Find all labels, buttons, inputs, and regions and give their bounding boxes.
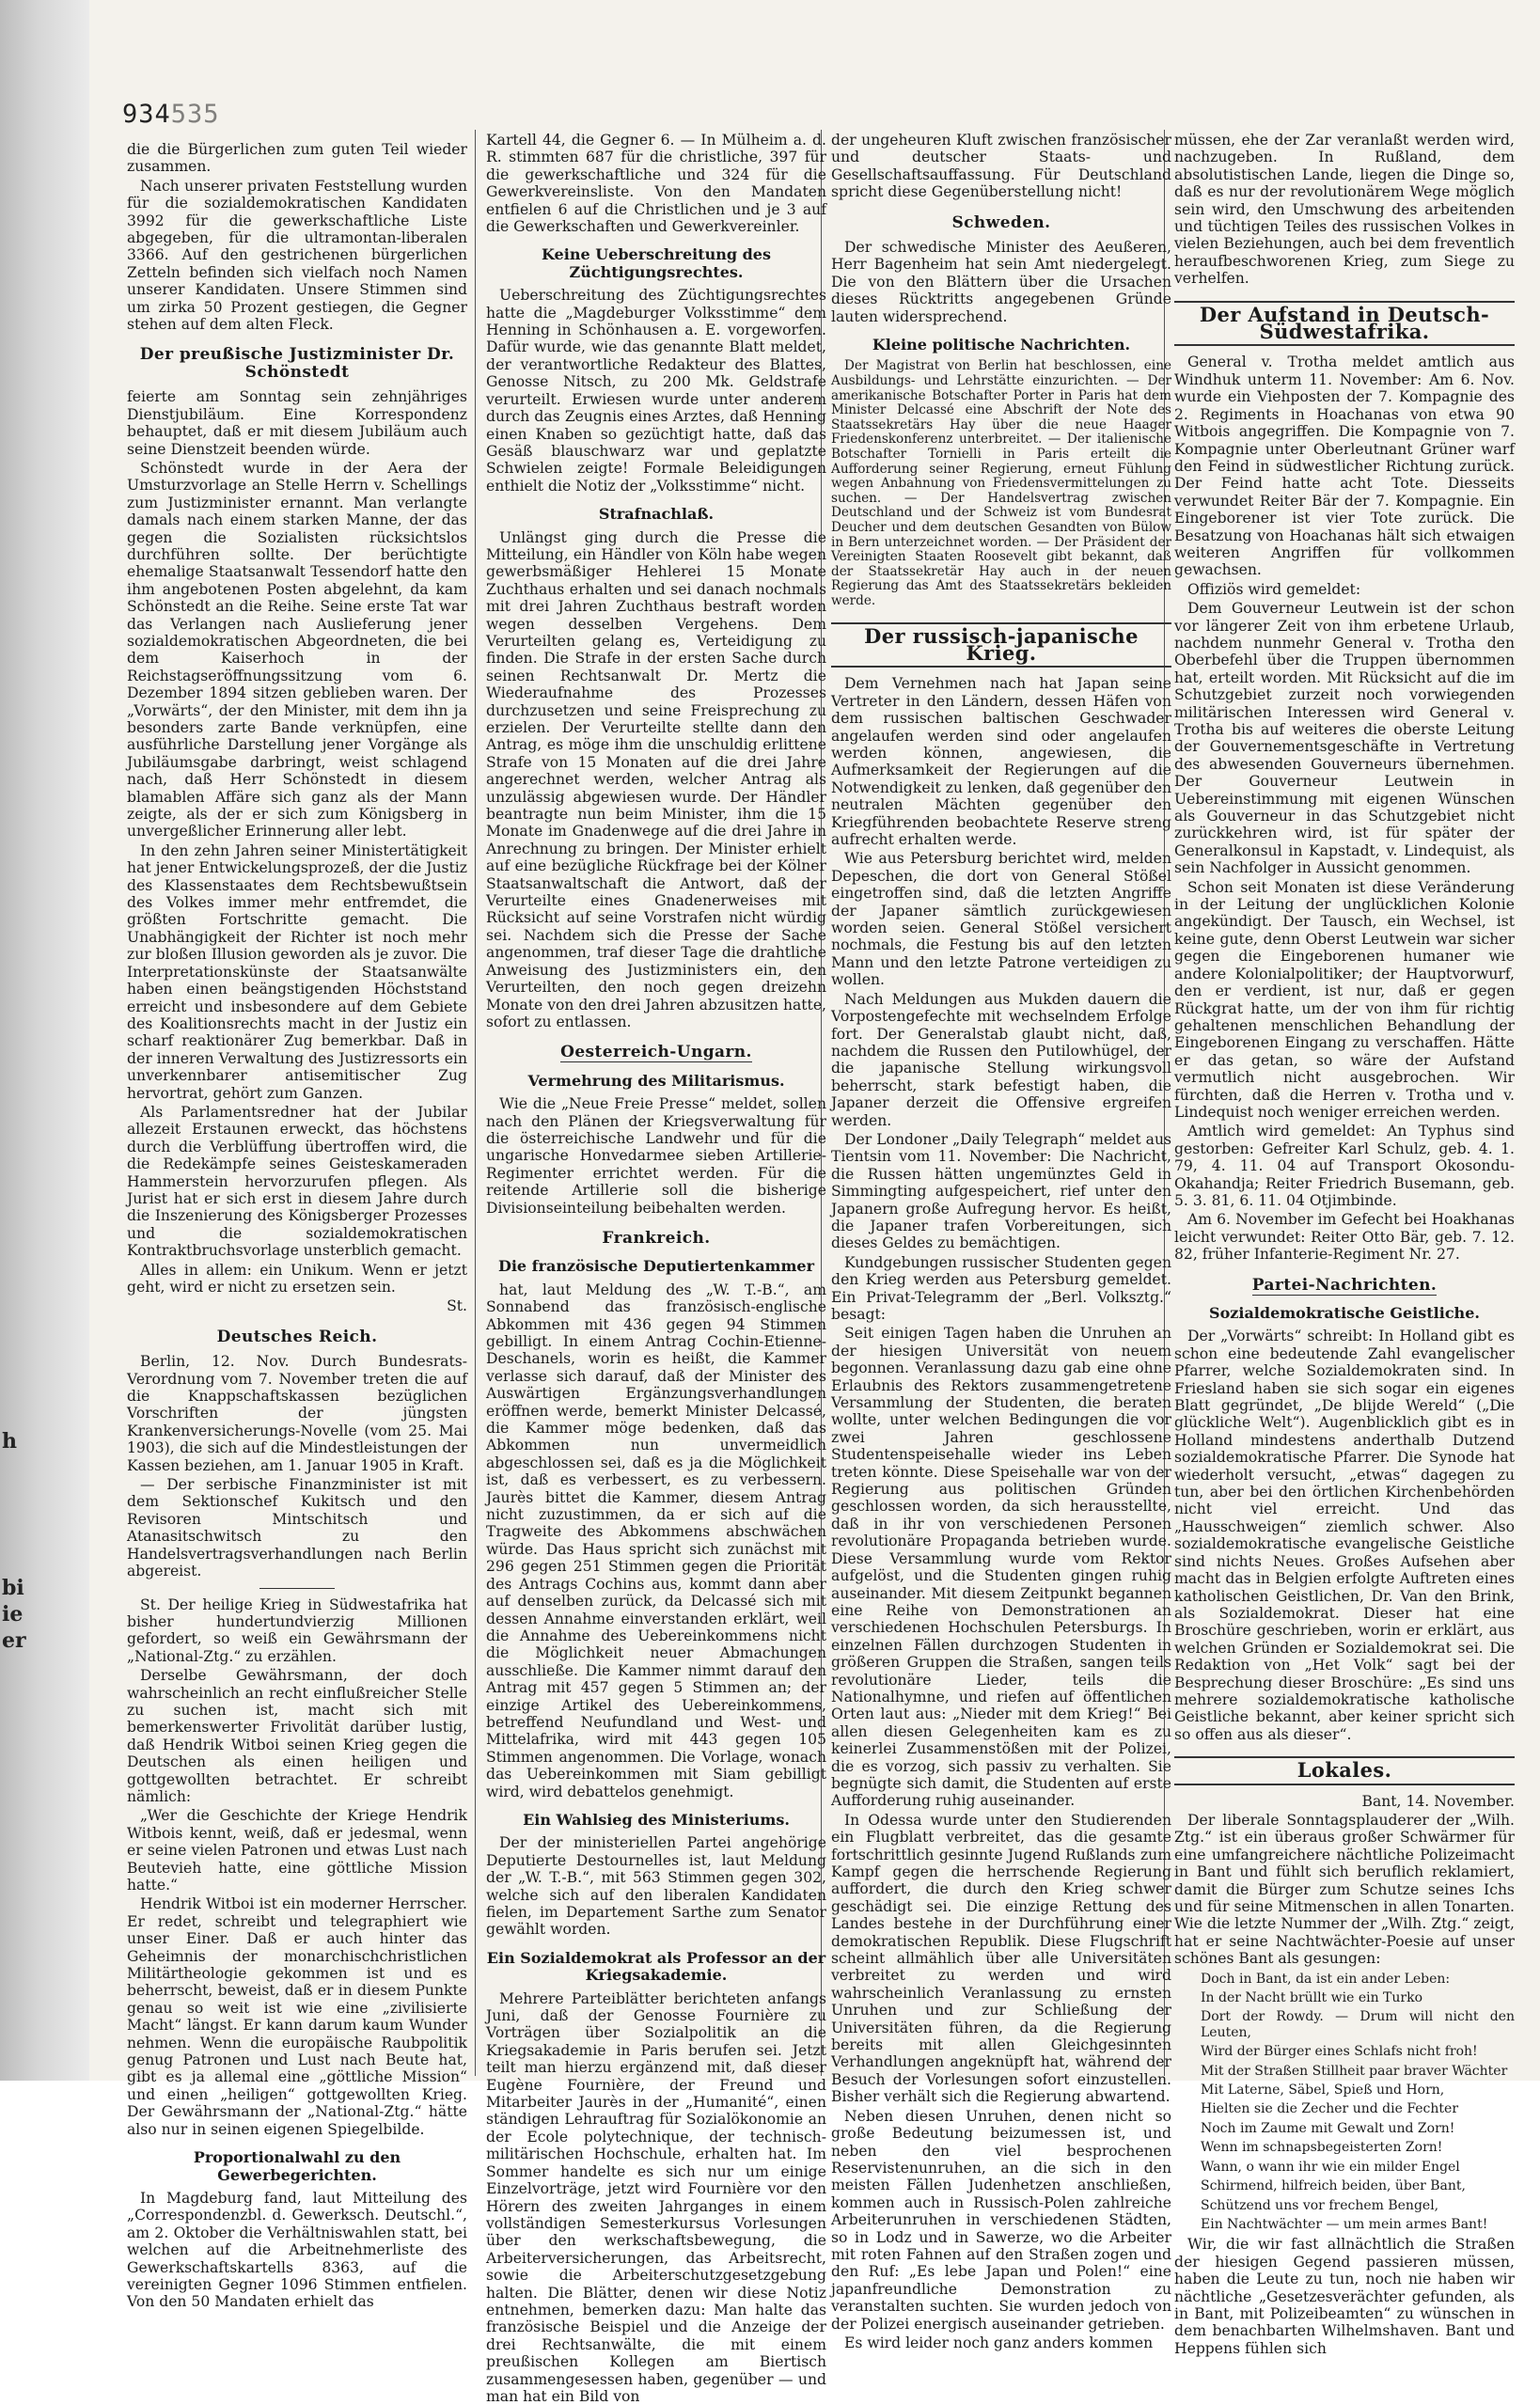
article-heading: Strafnachlaß.: [598, 505, 715, 524]
paragraph: Hendrik Witboi ist ein moderner Herrscher. Er redet, schreibt und telegraphiert wie unser Einer. Daß er auch hinter das Geheimnis der monarchischchristlichen Militärtheologie gekommen ist und es beherrscht, beweist, daß er in diesem Punkte genau so weit ist wie eine „zivilisierte Macht“ längst. Er kann darum kaum Wunder nehmen. Wenn die europäische Raubpolitik genug Patronen und Lust nach Beute hat, gibt es ja allemal eine „göttliche Mission“ und einen „heiligen“ gottgewollten Krieg. Der Gewährsmann der „National-Ztg.“ hätte also nur in seinen eigenen Spiegelbilde.: [127, 1895, 467, 2138]
article-heading: Ein Sozialdemokrat als Professor an der Kriegsakademie.: [486, 1948, 826, 1985]
paragraph: Kartell 44, die Gegner 6. — In Mülheim a. d. R. stimmten 687 für die christliche, 397 für die gewerkschaftliche und 324 für die Gewerkvereinsliste. Von den Mandaten entfielen 6 auf die Christlichen und je 3 auf die Gewerkschaften und Gewerkvereinler.: [486, 132, 826, 236]
section-heading: Lokales.: [1174, 1756, 1515, 1784]
paragraph: die die Bürgerlichen zum guten Teil wieder zusammen.: [127, 141, 467, 176]
column-1: [127, 141, 467, 2311]
section-heading: Deutsches Reich.: [216, 1327, 378, 1346]
paragraph: Nach unserer privaten Feststellung wurden für die sozialdemokratischen Kandidaten 3992 für die gewerkschaftliche Liste abgegeben, für die ultramontan-liberalen 3366. Auf den gestrichenen bürgerlichen Zetteln befinden sich vielfach noch Namen unserer Kandidaten. Unsere Stimmen sind um zirka 50 Prozent gestiegen, die Gegner stehen auf dem alten Fleck.: [127, 177, 467, 334]
quotation: „Wer die Geschichte der Kriege Hendrik Witbois kennt, weiß, daß er jedesmal, wenn er seine vielen Patronen und etwas Lust nach Beutevieh hatte, eine göttliche Mission hatte.“: [127, 1807, 467, 1894]
paragraph: General v. Trotha meldet amtlich aus Windhuk unterm 11. November: Am 6. Nov. wurde ein Viehposten der 7. Kompagnie des 2. Regiments in Hoachanas von etwa 90 Witbois angegriffen. Die Kompagnie von 7. Kompagnie unter Oberleutnant Grüner warf den Feind in südwestlicher Richtung zurück. Der Feind hatte acht Tote. Diesseits verwundet Reiter Bär der 7. Kompagnie. Ein Eingeborener ist vier Tote zurück. Die Besatzung von Hoachanas hält sich etwaigen weiteren Angriffen für vollkommen gewachsen.: [1174, 354, 1515, 579]
edge-fragment: er: [2, 1628, 26, 1653]
paragraph: Wir, die wir fast allnächtlich die Straßen der hiesigen Gegend passieren müssen, haben die Leute zu tun, noch nie haben wir nächtliche „Gesetzesverächter gefunden, als in Bant, mit Polizeibeamten“ zu wünschen in dem benachbarten Wilhelmshaven. Bant und Heppens fühlen sich: [1174, 2236, 1515, 2357]
column-rule: [475, 130, 476, 2076]
paragraph: Schon seit Monaten ist diese Veränderung in der Leitung der unglücklichen Kolonie angekündigt. Der Tausch, ein Wechsel, ist keine gute, denn Oberst Leutwein war sicher gegen die Eingeborenen humaner wie andere Kolonialpolitiker; der Hauptvorwurf, den er verdient, ist nur, daß er gegen Rückgrat hatte, um der von ihm für richtig gehaltenen menschlichen Behandlung der Eingeborenen Eingang zu verschaffen. Hätte er das getan, so wäre der Aufstand vermutlich nicht ausgebrochen. Wir fürchten, daß die Herren v. Trotha und v. Lindequist noch weniger erreichen werden.: [1174, 878, 1515, 1121]
section-heading-text: Oesterreich-Ungarn.: [560, 1043, 752, 1062]
page-number-value: 934: [122, 100, 171, 129]
edge-fragment: ie: [2, 1602, 24, 1627]
poem-line: Doch in Bant, da ist ein ander Leben:: [1201, 1971, 1451, 1987]
paragraph: Schönstedt wurde in der Aera der Umsturzvorlage an Stelle Herrn v. Schellings zum Justizminister ernannt. Man verlangte damals nach einem starken Manne, der das gegen die Sozialisten rücksichtslos durchführen sollte. Der berüchtigte ehemalige Staatsanwalt Tessendorf hatte den ihm angebotenen Posten abgelehnt, da kam Schönstedt an die Reihe. Seine erste Tat war das Verlangen nach Auslieferung jener sozialdemokratischen Abgeordneten, die bei dem Kaiserhoch in der Reichstagseröffnungssitzung vom 6. Dezember 1894 sitzen geblieben waren. Der „Vorwärts“, der den Minister, mit dem ihn ja besonders zarte Bande verknüpfen, eine ausführliche Darstellung jener Vorgänge als Jubiläumsgabe darbringt, weist schlagend nach, daß Herr Schönstedt in diesem blamablen Affäre sich ganz als der Mann zeigte, als der er sich zum Königsberg in unvergeßlicher Erinnerung aller lebt.: [127, 459, 467, 841]
column-4: [1174, 132, 1515, 2357]
poem: [1174, 1972, 1515, 2233]
paragraph: Berlin, 12. Nov. Durch Bundesrats-Verordnung vom 7. November treten die auf die Knappschaftskassen bezüglichen Vorschriften der jüngsten Krankenversicherungs-Novelle (vom 25. Mai 1903), die sich auf die Mindestleistungen der Kassen beziehen, am 1. Januar 1905 in Kraft.: [127, 1353, 467, 1474]
paragraph: Dem Gouverneur Leutwein ist der schon vor längerer Zeit von ihm erbetene Urlaub, nachdem nunmehr General v. Trotha den Oberbefehl über die Truppen übernommen hat, erteilt worden. Mit Rücksicht auf die im Schutzgebiet zurzeit noch vorwiegenden militärischen Interessen wird General v. Trotha bis auf weiteres die oberste Leitung der Gouvernementsgeschäfte in Vertretung des abwesenden Gouverneurs übernehmen. Der Gouverneur Leutwein in Uebereinstimmung mit eigenen Wünschen als Gouverneur in das Schutzgebiet nicht zurückkehren wird, ist für später der Generalkonsul in Kapstadt, v. Lindequist, als sein Nachfolger in Aussicht genommen.: [1174, 600, 1515, 877]
edge-fragment: bi: [2, 1576, 24, 1600]
paragraph: Kundgebungen russischer Studenten gegen den Krieg werden aus Petersburg gemeldet. Ein Privat-Telegramm der „Berl. Volksztg.“ besagt:: [831, 1253, 1171, 1323]
paragraph: In Magdeburg fand, laut Mitteilung des „Correspondenzbl. d. Gewerksch. Deutschl.“, am 2. Oktober die Verhältniswahlen statt, bei welchen auf die Arbeitnehmerliste des Gewerkschaftskartells 8363, auf die vereinigten Gegner 1096 Stimmen entfielen. Von den 50 Mandaten erhielt das: [127, 2189, 467, 2311]
section-heading: Der Aufstand in Deutsch-Südwestafrika.: [1174, 301, 1515, 347]
paragraph: Der liberale Sonntagsplauderer der „Wilh. Ztg.“ ist ein überaus großer Schwärmer für eine umfangreichere nächtliche Polizeimacht in Bant und fühlt sich beruflich reklamiert, damit die Bürger zum Schutze seines Ichs und für seine Mitmenschen in allen Tonarten. Wie die letzte Nummer der „Wilh. Ztg.“ zeigt, hat er seine Nachtwächter-Poesie auf unser schönes Bant als gesungen:: [1174, 1811, 1515, 1968]
section-heading-text: Partei-Nachrichten.: [1251, 1275, 1438, 1295]
edge-fragment: h: [2, 1429, 17, 1454]
poem-line: Mit Laterne, Säbel, Spieß und Horn,: [1201, 2083, 1445, 2098]
article-heading: Keine Ueberschreitung des Züchtigungsrechtes.: [542, 245, 771, 281]
scan-gutter: [0, 0, 89, 2081]
section-heading: [486, 1044, 826, 1061]
page-number: [122, 100, 220, 129]
paragraph: Der „Vorwärts“ schreibt: In Holland gibt es schon eine bedeutende Zahl evangelischer Pfarrer, welche Sozialdemokraten sind. In Friesland haben sie sich sogar ein eigenes Blatt gegründet, „De blijde Wereld“ („Die glückliche Welt“). Augenblicklich gibt es in Holland mindestens anderthalb Dutzend sozialdemokratische Pfarrer. Die Synode hat wiederholt versucht, „etwas“ dagegen zu tun, aber bei den örtlichen Kirchenbehörden nicht viel erreicht. Und das „Hausschweigen“ ziemlich schwer. Also sozialdemokratische evangelische Geistliche sind nichts Neues. Großes Aufsehen aber macht das in Belgien erfolgte Auftreten eines katholischen Geistlichen, Dr. Van den Brink, als Sozialdemokrat. Dieser hat eine Broschüre geschrieben, worin er erklärt, aus welchen Gründen er Sozialdemokrat sei. Die Redaktion von „Het Volk“ sagt bei der Besprechung dieser Broschüre: „Es sind uns mehrere sozialdemokratische katholische Geistliche bekannt, aber keiner spricht sich so offen aus als dieser“.: [1174, 1328, 1515, 1743]
paragraph: hat, laut Meldung des „W. T.-B.“, am Sonnabend das französisch-englische Abkommen mit 436 gegen 94 Stimmen gebilligt. In einem Antrag Cochin-Etienne-Deschanels, worin es heißt, die Kammer verlasse sich darauf, daß der Minister des Auswärtigen Ergänzungsverhandlungen eröffnen werde, bemerkt Minister Delcassé, die Kammer möge bedenken, daß das Abkommen nun unvermeidlich abgeschlossen sei, daß es ja die Möglichkeit ist, daß es verbessert, es zu verbessern. Jaurès bittet die Kammer, diesem Antrag nicht zuzustimmen, da er sich auf die Tragweite des Abkommens abschwächen würde. Das Haus spricht sich zunächst mit 296 gegen 251 Stimmen gegen die Priorität des Antrags Cochins aus, kommt dann aber auf denselben zurück, da Delcassé sich mit dessen Annahme einverstanden erklärt, weil die Annahme des Uebereinkommens nicht die Möglichkeit neuer Abmachungen ausschließe. Die Kammer nimmt darauf den Antrag mit 457 gegen 5 Stimmen an; der einzige Artikel des Uebereinkommens, betreffend Neufundland und West- und Mittelafrika, wird mit 443 gegen 105 Stimmen angenommen. Die Vorlage, wonach das Uebereinkommen mit Siam gebilligt wird, wird debattelos genehmigt.: [486, 1281, 826, 1800]
poem-line: Ein Nachtwächter — um mein armes Bant!: [1201, 2216, 1488, 2232]
poem-line: In der Nacht brüllt wie ein Turko: [1201, 1990, 1423, 2006]
poem-line: Mit der Straßen Stillheit paar braver Wächter: [1201, 2063, 1508, 2079]
article-heading: Ein Wahlsieg des Ministeriums.: [523, 1810, 790, 1829]
paragraph: Der der ministeriellen Partei angehörige Deputierte Destournelles ist, laut Meldung der „W. T.-B.“, mit 563 Stimmen gegen 302, welche sich auf den liberalen Kandidaten fielen, im Departement Sarthe zum Senator gewählt worden.: [486, 1834, 826, 1939]
paragraph: Ueberschreitung des Züchtigungsrechtes hatte die „Magdeburger Volksstimme“ dem Henning in Schönhausen a. E. vorgeworfen. Dafür wurde, wie das genannte Blatt meldet, der verantwortliche Redakteur des Blattes, Genosse Nitsch, zu 200 Mk. Geldstrafe verurteilt. Erwiesen wurde unter anderem durch das Zeugnis eines Arztes, daß Henning einen Knaben so gezüchtigt hatte, daß das Gesäß blauschwarz war und geplatzte Schwielen zeigte! Formale Beleidigungen enthielt die Notiz der „Volksstimme“ nicht.: [486, 287, 826, 495]
paragraph: Seit einigen Tagen haben die Unruhen an der hiesigen Universität von neuem begonnen. Veranlassung dazu gab eine ohne Erlaubnis des Rektors zusammengetretene Versammlung der Studenten, die beraten wollte, unter welchen Bedingungen die vor zwei Jahren geschlossene Studentenspeisehalle wieder ins Leben treten könnte. Diese Speisehalle war von der Regierung aus politischen Gründen geschlossen worden, da sich herausstellte, daß in ihr von verschiedenen Personen revolutionäre Propaganda betrieben wurde. Diese Versammlung wurde vom Rektor aufgelöst, und die Studenten gingen ruhig auseinander. Mit diesem Zeitpunkt begannen eine Reihe von Demonstrationen an verschiedenen Hochschulen Petersburgs. In einzelnen Fällen durchzogen Studenten in größeren Gruppen die Straßen, sangen teils revolutionäre Lieder, teils die Nationalhymne, und riefen auf öffentlichen Orten laut aus: „Nieder mit dem Krieg!“ Bei allen diesen Gelegenheiten kam es zu keinerlei Zusammenstößen mit der Polizei, die es vorzog, sich passiv zu verhalten. Sie begnügte sich damit, die Studenten auf erste Aufforderung ruhig auseinander.: [831, 1325, 1171, 1810]
section-heading: [1174, 1277, 1515, 1294]
separator: [259, 1588, 335, 1589]
column-2: [486, 132, 826, 2405]
paragraph: Amtlich wird gemeldet: An Typhus sind gestorben: Gefreiter Karl Schulz, geb. 4. 1. 79, 4. 11. 04 auf Transport Okosondu-Okahandja; Reiter Friedrich Busemann, geb. 5. 3. 81, 6. 11. 04 Otjimbinde.: [1174, 1123, 1515, 1209]
paragraph: der ungeheuren Kluft zwischen französischer und deutscher Staats- und Gesellschaftsauffassung. Für Deutschland spricht diese Gegenüberstellung nicht!: [831, 132, 1171, 201]
paragraph: Der Londoner „Daily Telegraph“ meldet aus Tientsin vom 11. November: Die Nachricht, die Russen hätten ungemünztes Geld in Simmingting aufgespeichert, rief unter den Japanern große Aufregung hervor. Es heißt, die Japaner trafen Vorbereitungen, sich dieses Geldes zu bemächtigen.: [831, 1130, 1171, 1252]
paragraph: Als Parlamentsredner hat der Jubilar allezeit Erstaunen erweckt, das höchstens durch die Verblüffung übertroffen wird, die die Redekämpfe seines Geisteskameraden Hammerstein hervorzurufen pflegen. Als Jurist hat er sich erst in diesem Jahre durch die Inszenierung des Königsberger Prozesses und die sozialdemokratischen Kontraktbruchsvorlage unsterblich gemacht.: [127, 1103, 467, 1260]
paragraph: In den zehn Jahren seiner Ministertätigkeit hat jener Entwickelungsprozeß, der die Justiz des Klassenstaates dem Rechtsbewußtsein des Volkes immer mehr entfremdet, die größten Fortschritte gemacht. Die Unabhängigkeit der Richter ist noch mehr zur bloßen Illusion geworden als je zuvor. Die Interpretationskünste der Staatsanwälte haben einen beängstigenden Höchststand erreicht und insbesondere auf dem Gebiete des Koalitionsrechts macht in der Justiz ein scharf reaktionärer Zug bemerkbar. Daß in der inneren Verwaltung des Justizressorts ein unverkennbarer antisemitischer Zug hervortrat, gehört zum Ganzen.: [127, 841, 467, 1102]
paragraph: Neben diesen Unruhen, denen nicht so große Bedeutung beizumessen ist, und neben den viel besprochenen Reservistenunruhen, an die sich in den meisten Fällen Judenhetzen anschließen, kommen auch in Russisch-Polen zahlreiche Arbeiterunruhen in verschiedenen Städten, so in Lodz und in Sawerze, wo die Arbeiter mit roten Fahnen auf den Straßen zogen und den Ruf: „Es lebe Japan und Polen!“ eine japanfreundliche Demonstration zu veranstalten suchten. Sie wurden jedoch von der Polizei energisch auseinander getrieben.: [831, 2107, 1171, 2333]
poem-line: Wenn im schnapsbegeisterten Zorn!: [1201, 2140, 1443, 2156]
section-heading: Schweden.: [951, 212, 1051, 232]
poem-line: Schirmend, hilfreich beiden, über Bant,: [1201, 2178, 1466, 2194]
paragraph: Der schwedische Minister des Aeußeren, Herr Bagenheim hat sein Amt niedergelegt. Die von den Blättern über die Ursachen dieses Rücktritts angegebenen Gründe lauten widersprechend.: [831, 239, 1171, 325]
poem-line: Schützend uns vor frechem Bengel,: [1201, 2197, 1439, 2213]
paragraph: Wie aus Petersburg berichtet wird, melden Depeschen, die dort von General Stößel eingetroffen sind, daß die letzten Angriffe der Japaner sämtlich zurückgewiesen worden seien. General Stößel versichert nochmals, die Festung bis auf den letzten Mann und den letzte Patrone verteidigen zu wollen.: [831, 850, 1171, 989]
section-heading: Der russisch-japanische Krieg.: [831, 622, 1171, 668]
poem-line: Dort der Rowdy. — Drum will nicht den Leuten,: [1201, 2009, 1515, 2040]
paragraph: Dem Vernehmen nach hat Japan seine Vertreter in den Ländern, dessen Häfen von dem russischen baltischen Geschwader angelaufen werden sind oder angelaufen werden können, angewiesen, die Aufmerksamkeit der Regierungen auf die Notwendigkeit zu lenken, daß gegenüber den neutralen Mächten gegenüber den Kriegführenden beobachtete Reserve streng aufrecht erhalten werde.: [831, 675, 1171, 849]
paragraph: — Der serbische Finanzminister ist mit dem Sektionschef Kukitsch und den Revisoren Mintschitsch und Atanasitschwitsch zu den Handelsvertragsverhandlungen nach Berlin abgereist.: [127, 1476, 467, 1580]
paragraph: St. Der heilige Krieg in Südwestafrika hat bisher hundertundvierzig Millionen gefordert, so weiß ein Gewährsmann der „National-Ztg.“ zu erzählen.: [127, 1595, 467, 1665]
article-heading: Der preußische Justizminister Dr. Schönstedt: [139, 345, 455, 382]
article-heading: Sozialdemokratische Geistliche.: [1209, 1304, 1480, 1322]
article-heading: Proportionalwahl zu den Gewerbegerichten.: [193, 2148, 401, 2184]
paragraph: feierte am Sonntag sein zehnjähriges Dienstjubiläum. Eine Korrespondenz behauptet, daß er mit diesem Jubiläum auch seine Dienstzeit beenden würde.: [127, 388, 467, 458]
paragraph: Am 6. November im Gefecht bei Hoakhanas leicht verwundet: Reiter Otto Bär, geb. 7. 12. 82, früher Infanterie-Regiment Nr. 27.: [1174, 1211, 1515, 1264]
article-heading: Kleine politische Nachrichten.: [872, 336, 1131, 354]
article-heading: Vermehrung des Militarismus.: [527, 1071, 785, 1090]
poem-line: Hielten sie die Zecher und die Fechter: [1201, 2101, 1459, 2117]
paragraph: Unlängst ging durch die Presse die Mitteilung, ein Händler von Köln habe wegen gewerbsmäßiger Hehlerei 15 Monate Zuchthaus erhalten und sei danach nochmals mit drei Jahren Zuchthaus bestraft worden wegen desselben Vergehens. Dem Verurteilten gelang es, Verteidigung zu finden. Die Strafe in der ersten Sache durch seinen Rechtsanwalt Dr. Mertz die Wiederaufnahme des Prozesses durchzusetzen und seine Freisprechung zu erzielen. Der Verurteilte stellte dann den Antrag, es möge ihm die unschuldig erlittene Strafe von 15 Monaten auf die drei Jahre angerechnet werden, welcher Antrag als unzulässig abgewiesen wurde. Der Händler beantragte nun beim Minister, ihm die 15 Monate im Gnadenwege auf die drei Jahre in Anrechnung zu bringen. Der Minister erhielt auf eine bezügliche Rückfrage bei der Kölner Staatsanwaltschaft die Antwort, daß der Verurteilte eines Gnadenerweises mit Rücksicht auf seine Vorstrafen nicht würdig sei. Nachdem sich die Presse der Sache angenommen, traf dieser Tage die drahtliche Anweisung des Justizministers ein, den Verurteilten, den noch gegen dreizehn Monate von den drei Jahren abzusitzen hatte, sofort zu entlassen.: [486, 528, 826, 1030]
paragraph: Wie die „Neue Freie Presse“ meldet, sollen nach den Plänen der Kriegsverwaltung für die österreichische Landwehr und für die ungarische Honvedarmee sieben Artillerie-Regimenter errichtet werden. Für die reitende Artillerie soll die bisherige Divisionseinteilung beibehalten werden.: [486, 1095, 826, 1217]
dateline: Bant, 14. November.: [1361, 1792, 1515, 1810]
paragraph: In Odessa wurde unter den Studierenden ein Flugblatt verbreitet, das die gesamte fortschrittlich gesinnte Jugend Rußlands zum Kampf gegen die herrschende Regierung auffordert, die durch den Krieg schwer geschädigt sei. Die einzige Rettung des Landes bestehe in der Durchführung einer demokratischen Republik. Diese Flugschrift scheint allmählich über alle Universitäten verbreitet zu werden und wird wahrscheinlich Veranlassung zu ernsten Unruhen und zur Schließung der Universitäten führen, da die Regierung bereits mit allen Gleichgesinnten Verhandlungen angeknüpft hat, während der Besuch der Vorlesungen sofort einzustellen. Bisher verhält sich die Regierung abwartend.: [831, 1811, 1171, 2106]
paragraph: Mehrere Parteiblätter berichteten anfangs Juni, daß der Genosse Fournière zu Vorträgen über Sozialpolitik an die Kriegsakademie in Paris berufen sei. Jetzt teilt man hierzu ergänzend mit, daß dieser Eugène Fournière, der Freund und Mitarbeiter Jaurès in der „Humanité“, einen ständigen Lehrauftrag für Sozialökonomie an der Ecole polytechnique, der technisch-militärischen Hochschule, erhalten hat. Im Sommer handelte es sich nur um einige Einzelvorträge, jetzt wird Fournière vor den Hörern des zweiten Jahrganges in einem vollständigen Semesterkursus Vorlesungen über den werkschaftsbewegung, die Arbeiterversicherungen, das Arbeitsrecht, sowie die Arbeiterschutzgesetzgebung halten. Die Blätter, denen wir diese Notiz entnehmen, bemerken dazu: Man halte das französische Beispiel und die Anzeige der drei Rechtsanwälte, die mit einem preußischen Kollegen am Biertisch zusammengesessen haben, gegenüber — und man hat ein Bild von: [486, 1989, 826, 2405]
column-3: [831, 132, 1171, 2351]
page-number-ghost: 535: [170, 100, 220, 129]
section-heading: Frankreich.: [602, 1228, 711, 1248]
poem-line: Noch im Zaume mit Gewalt und Zorn!: [1201, 2120, 1455, 2136]
paragraph: Nach Meldungen aus Mukden dauern die Vorpostengefechte mit wechselndem Erfolge fort. Der Generalstab glaubt nicht, daß, nachdem die Russen den Putilowhügel, der die japanische Stellung wirkungsvoll beherrscht, stark befestigt haben, die Japaner derzeit die Offensive ergreifen werden.: [831, 990, 1171, 1129]
paragraph: Es wird leider noch ganz anders kommen: [844, 2334, 1154, 2351]
paragraph: Derselbe Gewährsmann, der doch wahrscheinlich an recht einflußreicher Stelle zu suchen ist, macht sich mit bemerkenswerter Frivolität darüber lustig, daß Hendrik Witboi seinen Krieg gegen die Deutschen als einen heiligen und gottgewollten betrachtet. Er schreibt nämlich:: [127, 1667, 467, 1805]
paragraph: müssen, ehe der Zar veranlaßt werden wird, nachzugeben. In Rußland, dem absolutistischen Lande, liegen die Dinge so, daß es nur der revolutionärem Wege möglich sein wird, den Umschwung des arbeitenden und tüchtigen Teiles des russischen Volkes in vielen Beziehungen, auch bei dem freventlich heraufbeschworenen Krieg, zum Siege zu verhelfen.: [1174, 132, 1515, 288]
paragraph: Der Magistrat von Berlin hat beschlossen, eine Ausbildungs- und Lehrstätte einzurichten. — Der amerikanische Botschafter Porter in Paris hat dem Minister Delcassé eine Abschrift der Note des Staatssekretärs Hay über die neue Haager Friedenskonferenz unterbreitet. — Der italienische Botschafter Tornielli in Paris erteilt die Aufforderung seiner Regierung, erneut Fühlung wegen Anbahnung von Friedensvermittelungen zu suchen. — Der Handelsvertrag zwischen Deutschland und der Schweiz ist vom Bundesrat Deucher und dem deutschen Gesandten von Bülow in Bern unterzeichnet worden. — Der Präsident der Vereinigten Staaten Roosevelt gibt bekannt, daß der Staatssekretär Hay auch in der neuen Regierung das Amt des Staatssekretärs bekleiden werde.: [831, 358, 1171, 608]
poem-line: Wird der Bürger eines Schlafs nicht froh!: [1201, 2044, 1478, 2060]
poem-line: Wann, o wann ihr wie ein milder Engel: [1201, 2159, 1460, 2175]
paragraph: Offiziös wird gemeldet:: [1187, 580, 1361, 598]
article-heading: Die französische Deputiertenkammer: [497, 1257, 815, 1276]
paragraph: Alles in allem: ein Unikum. Wenn er jetzt geht, wird er nicht zu ersetzen sein.: [127, 1261, 467, 1296]
signature: St.: [447, 1297, 467, 1315]
